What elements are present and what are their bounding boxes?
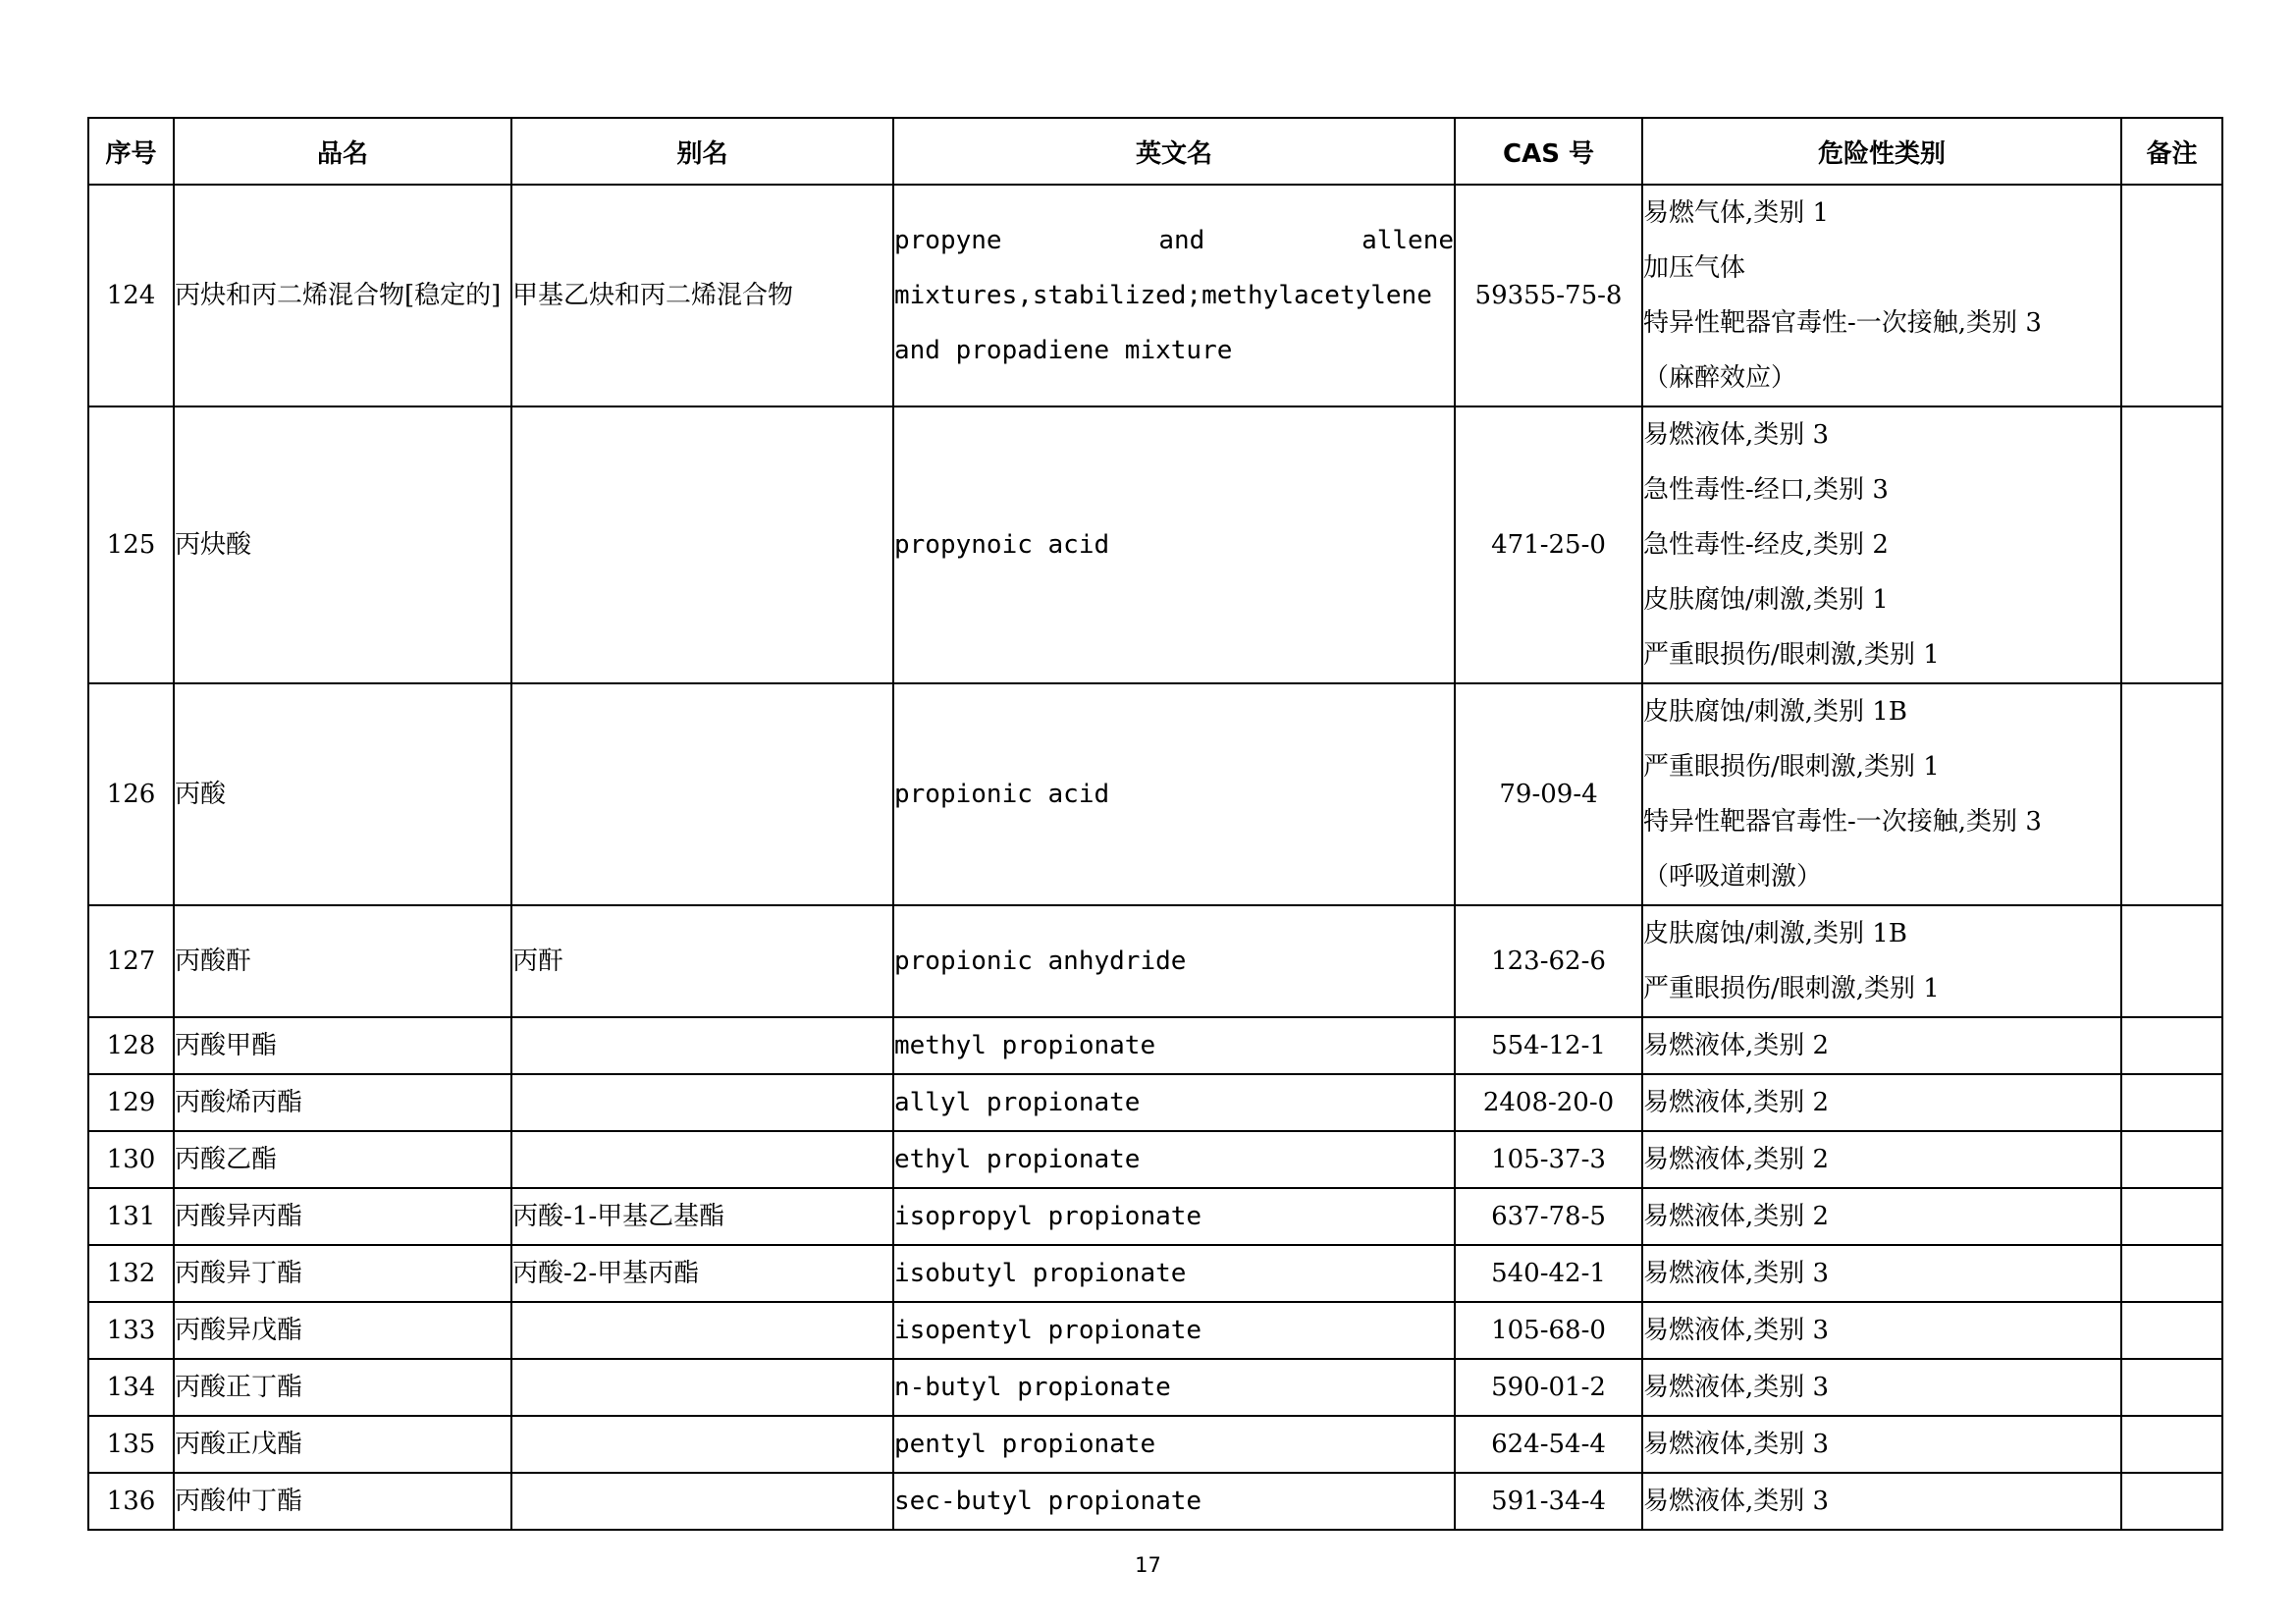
cell-hazard-category xyxy=(1642,1074,2121,1131)
cell-cas-number: 105-68-0 xyxy=(1455,1302,1642,1359)
hazard-line: 易燃液体,类别 2 xyxy=(1643,1145,1830,1174)
cell-alias: 丙酸-2-甲基丙酯 xyxy=(511,1245,893,1302)
table-row xyxy=(88,1416,2222,1473)
cell-cas-number: 105-37-3 xyxy=(1455,1131,1642,1188)
table-row xyxy=(88,1074,2222,1131)
cell-index: 135 xyxy=(88,1416,174,1473)
cell-index: 136 xyxy=(88,1473,174,1530)
cell-remarks xyxy=(2121,406,2222,683)
cell-remarks xyxy=(2121,1302,2222,1359)
header-name: 品名 xyxy=(174,118,511,185)
cell-name: 丙酸异丁酯 xyxy=(174,1245,511,1302)
hazard-line: 特异性靶器官毒性-一次接触,类别 3 xyxy=(1643,807,2042,837)
cell-english-name: ethyl propionate xyxy=(893,1131,1455,1188)
cell-cas-number: 540-42-1 xyxy=(1455,1245,1642,1302)
cell-hazard-category xyxy=(1642,905,2121,1017)
cell-name: 丙酸正丁酯 xyxy=(174,1359,511,1416)
cell-cas-number: 59355-75-8 xyxy=(1455,185,1642,406)
cell-cas-number: 2408-20-0 xyxy=(1455,1074,1642,1131)
cell-hazard-category xyxy=(1642,1017,2121,1074)
table-row xyxy=(88,1359,2222,1416)
cell-cas-number: 79-09-4 xyxy=(1455,683,1642,905)
cell-remarks xyxy=(2121,1245,2222,1302)
cell-index: 128 xyxy=(88,1017,174,1074)
hazard-line: 易燃液体,类别 3 xyxy=(1643,420,1830,450)
hazard-line: 急性毒性-经皮,类别 2 xyxy=(1643,530,1889,560)
cell-name: 丙酸酐 xyxy=(174,905,511,1017)
cell-name: 丙酸烯丙酯 xyxy=(174,1074,511,1131)
cell-remarks xyxy=(2121,1416,2222,1473)
cell-index: 134 xyxy=(88,1359,174,1416)
cell-cas-number: 471-25-0 xyxy=(1455,406,1642,683)
cell-name: 丙炔酸 xyxy=(174,406,511,683)
cell-index: 132 xyxy=(88,1245,174,1302)
cell-index: 133 xyxy=(88,1302,174,1359)
table-row xyxy=(88,406,2222,683)
cell-alias xyxy=(511,406,893,683)
table-row xyxy=(88,683,2222,905)
cell-remarks xyxy=(2121,683,2222,905)
hazard-line: 易燃液体,类别 3 xyxy=(1643,1373,1830,1402)
hazard-line: 易燃液体,类别 2 xyxy=(1643,1088,1830,1117)
cell-name: 丙酸正戊酯 xyxy=(174,1416,511,1473)
cell-english-name: methyl propionate xyxy=(893,1017,1455,1074)
cell-remarks xyxy=(2121,1188,2222,1245)
cell-english-name: sec-butyl propionate xyxy=(893,1473,1455,1530)
cell-english-name: n-butyl propionate xyxy=(893,1359,1455,1416)
cell-cas-number: 591-34-4 xyxy=(1455,1473,1642,1530)
table-row xyxy=(88,1302,2222,1359)
table-row xyxy=(88,905,2222,1017)
cell-index: 130 xyxy=(88,1131,174,1188)
cell-index: 127 xyxy=(88,905,174,1017)
cell-alias xyxy=(511,1131,893,1188)
cell-english-name: propionic anhydride xyxy=(893,905,1455,1017)
cell-hazard-category xyxy=(1642,1359,2121,1416)
header-english-name: 英文名 xyxy=(893,118,1455,185)
hazard-line: 易燃液体,类别 3 xyxy=(1643,1487,1830,1516)
cell-hazard-category xyxy=(1642,185,2121,406)
cell-index: 129 xyxy=(88,1074,174,1131)
hazard-line: 严重眼损伤/眼刺激,类别 1 xyxy=(1643,974,1940,1003)
cell-index: 125 xyxy=(88,406,174,683)
cell-index: 131 xyxy=(88,1188,174,1245)
cell-remarks xyxy=(2121,1131,2222,1188)
cell-hazard-category xyxy=(1642,1473,2121,1530)
cell-cas-number: 637-78-5 xyxy=(1455,1188,1642,1245)
cell-index: 126 xyxy=(88,683,174,905)
cell-alias xyxy=(511,1416,893,1473)
hazard-line: 加压气体 xyxy=(1643,253,1746,283)
cell-name: 丙酸异丙酯 xyxy=(174,1188,511,1245)
hazard-line: 严重眼损伤/眼刺激,类别 1 xyxy=(1643,640,1940,670)
header-hazard-category: 危险性类别 xyxy=(1642,118,2121,185)
cell-hazard-category xyxy=(1642,1302,2121,1359)
cell-english-name: isobutyl propionate xyxy=(893,1245,1455,1302)
cell-remarks xyxy=(2121,1074,2222,1131)
cell-name: 丙酸 xyxy=(174,683,511,905)
hazard-line: 皮肤腐蚀/刺激,类别 1 xyxy=(1643,585,1889,615)
cell-name: 丙酸异戊酯 xyxy=(174,1302,511,1359)
hazard-line: 易燃液体,类别 2 xyxy=(1643,1031,1830,1060)
table-row xyxy=(88,1245,2222,1302)
header-cas-number: CAS 号 xyxy=(1455,118,1642,185)
cell-alias xyxy=(511,1359,893,1416)
hazard-line: 易燃液体,类别 3 xyxy=(1643,1316,1830,1345)
cell-alias xyxy=(511,1473,893,1530)
cell-cas-number: 624-54-4 xyxy=(1455,1416,1642,1473)
document-sheet xyxy=(87,117,2221,1531)
cell-alias xyxy=(511,1302,893,1359)
cell-alias: 甲基乙炔和丙二烯混合物 xyxy=(511,185,893,406)
hazard-line: 易燃气体,类别 1 xyxy=(1643,198,1830,228)
cell-remarks xyxy=(2121,905,2222,1017)
cell-english-name: propynoic acid xyxy=(893,406,1455,683)
cell-remarks xyxy=(2121,1359,2222,1416)
header-remarks: 备注 xyxy=(2121,118,2222,185)
cell-alias: 丙酐 xyxy=(511,905,893,1017)
cell-english-name: allyl propionate xyxy=(893,1074,1455,1131)
cell-cas-number: 590-01-2 xyxy=(1455,1359,1642,1416)
cell-remarks xyxy=(2121,1017,2222,1074)
table-row xyxy=(88,1131,2222,1188)
cell-remarks xyxy=(2121,185,2222,406)
cell-english-name: isopentyl propionate xyxy=(893,1302,1455,1359)
cell-name: 丙酸甲酯 xyxy=(174,1017,511,1074)
cell-english-name: propyne and allene mixtures,stabilized;methylacetylene and propadiene mixture xyxy=(893,185,1455,406)
cell-hazard-category xyxy=(1642,1131,2121,1188)
hazard-line: （麻醉效应） xyxy=(1643,363,1797,393)
cell-remarks xyxy=(2121,1473,2222,1530)
cell-english-name: propionic acid xyxy=(893,683,1455,905)
header-alias: 别名 xyxy=(511,118,893,185)
hazard-line: 易燃液体,类别 2 xyxy=(1643,1202,1830,1231)
cell-cas-number: 123-62-6 xyxy=(1455,905,1642,1017)
page-number: 17 xyxy=(1135,1553,1161,1577)
table-row xyxy=(88,1017,2222,1074)
cell-name: 丙酸仲丁酯 xyxy=(174,1473,511,1530)
table-header-row xyxy=(88,118,2222,185)
cell-hazard-category xyxy=(1642,1245,2121,1302)
hazard-line: （呼吸道刺激） xyxy=(1643,862,1823,892)
hazard-line: 严重眼损伤/眼刺激,类别 1 xyxy=(1643,752,1940,782)
cell-hazard-category xyxy=(1642,1188,2121,1245)
cell-name: 丙酸乙酯 xyxy=(174,1131,511,1188)
cell-alias xyxy=(511,1074,893,1131)
header-index: 序号 xyxy=(88,118,174,185)
cell-hazard-category xyxy=(1642,406,2121,683)
hazard-line: 特异性靶器官毒性-一次接触,类别 3 xyxy=(1643,308,2042,338)
hazard-line: 易燃液体,类别 3 xyxy=(1643,1259,1830,1288)
cell-english-name: pentyl propionate xyxy=(893,1416,1455,1473)
hazard-line: 易燃液体,类别 3 xyxy=(1643,1430,1830,1459)
cell-hazard-category xyxy=(1642,683,2121,905)
table-row xyxy=(88,1188,2222,1245)
hazard-line: 皮肤腐蚀/刺激,类别 1B xyxy=(1643,697,1907,727)
hazard-line: 急性毒性-经口,类别 3 xyxy=(1643,475,1889,505)
cell-alias: 丙酸-1-甲基乙基酯 xyxy=(511,1188,893,1245)
cell-name: 丙炔和丙二烯混合物[稳定的] xyxy=(174,185,511,406)
table-row xyxy=(88,1473,2222,1530)
cell-alias xyxy=(511,1017,893,1074)
table-body xyxy=(88,185,2222,1530)
hazard-line: 皮肤腐蚀/刺激,类别 1B xyxy=(1643,919,1907,948)
cell-cas-number: 554-12-1 xyxy=(1455,1017,1642,1074)
cell-english-name: isopropyl propionate xyxy=(893,1188,1455,1245)
cell-hazard-category xyxy=(1642,1416,2121,1473)
hazardous-chemicals-table xyxy=(87,117,2223,1531)
cell-alias xyxy=(511,683,893,905)
cell-index: 124 xyxy=(88,185,174,406)
table-row xyxy=(88,185,2222,406)
